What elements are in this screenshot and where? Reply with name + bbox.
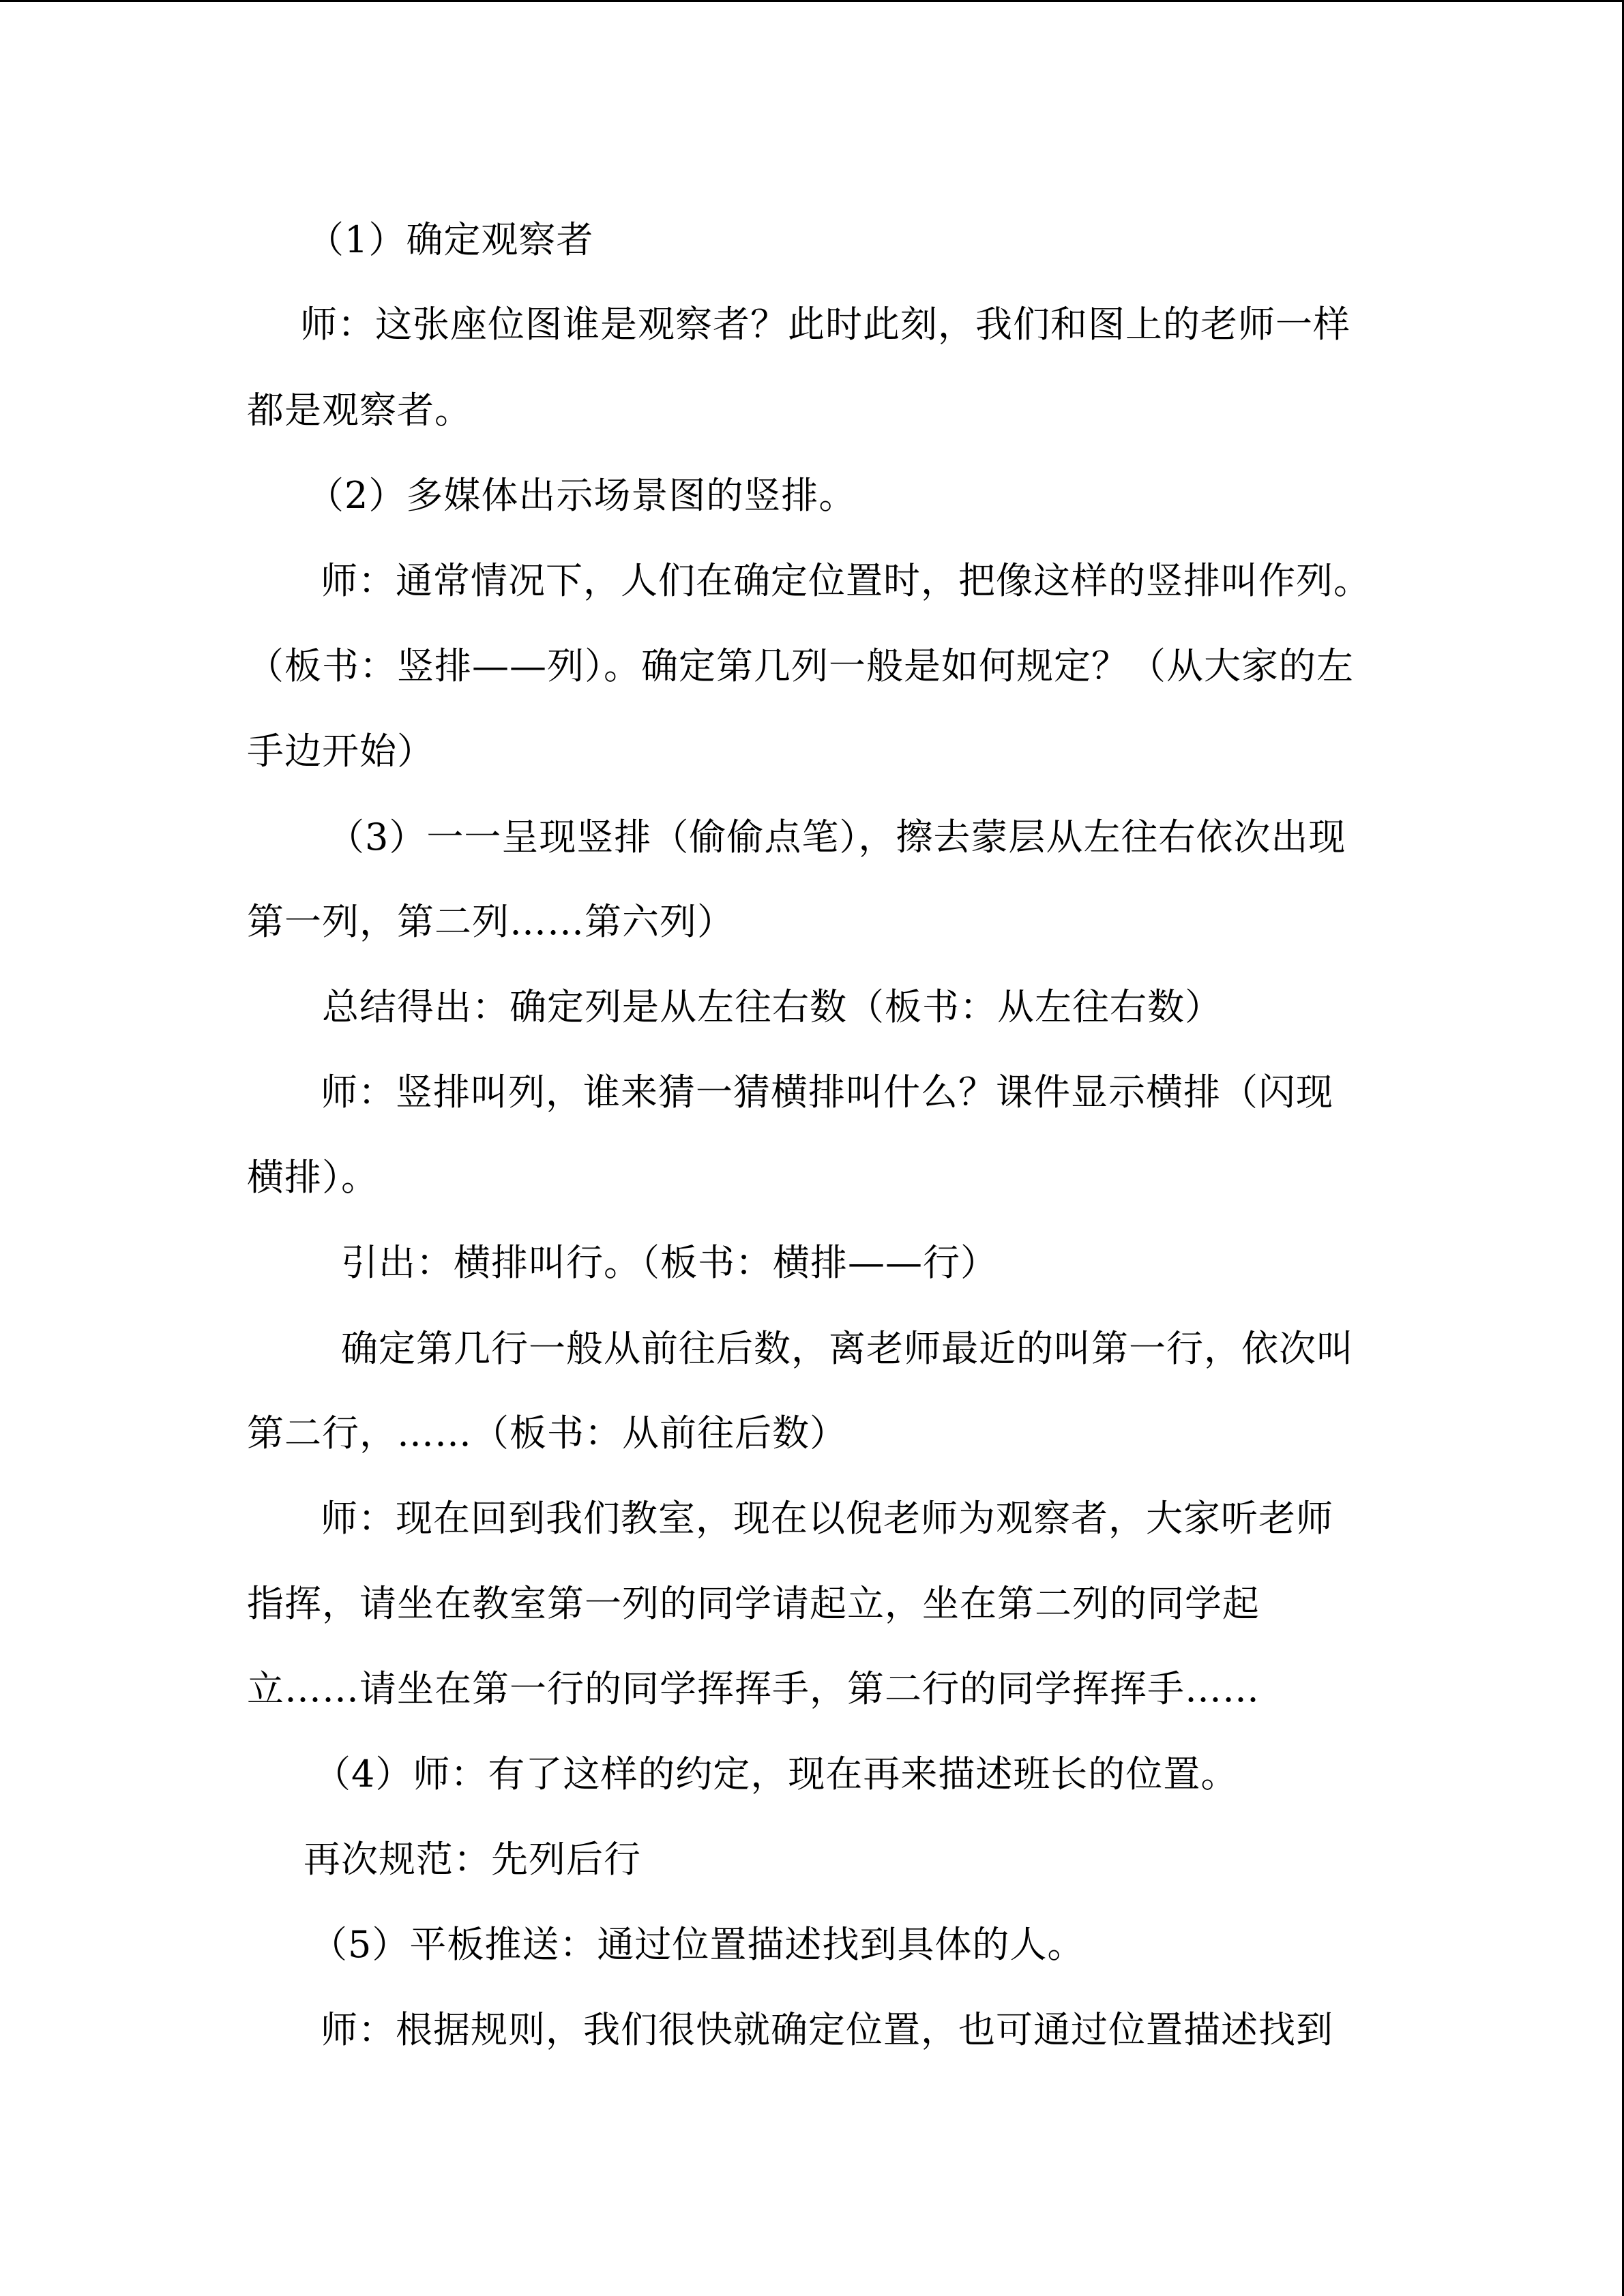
text-line: 第二行，……（板书：从前往后数） [247,1412,847,1455]
text-line: 第一列，第二列……第六列） [247,900,735,943]
text-line: 指挥，请坐在教室第一列的同学请起立，坐在第二列的同学起 [247,1582,1260,1625]
text-line: 师：竖排叫列，谁来猜一猜横排叫什么？课件显示横排（闪现 [321,1071,1333,1114]
text-line: 都是观察者。 [247,389,472,432]
text-line: （板书：竖排——列）。确定第几列一般是如何规定？（从大家的左 [247,644,1354,687]
text-line: 立……请坐在第一行的同学挥挥手，第二行的同学挥挥手…… [247,1667,1260,1710]
text-line: （1）确定观察者 [307,218,594,261]
text-line: 手边开始） [247,730,434,773]
text-line: （2）多媒体出示场景图的竖排。 [307,474,857,517]
text-line: 师：现在回到我们教室，现在以倪老师为观察者，大家听老师 [321,1497,1333,1540]
text-line: 横排）。 [247,1156,379,1199]
text-line: （5）平板推送：通过位置描述找到具体的人。 [310,1923,1085,1966]
text-line: 引出：横排叫行。（板书：横排——行） [341,1241,998,1284]
text-line: 师：这张座位图谁是观察者？此时此刻，我们和图上的老师一样 [300,303,1350,346]
text-line: （3）一一呈现竖排（偷偷点笔），擦去蒙层从左往右依次出现 [327,816,1346,859]
text-line: 师：根据规则，我们很快就确定位置，也可通过位置描述找到 [321,2008,1333,2051]
text-line: 师：通常情况下，人们在确定位置时，把像这样的竖排叫作列。 [321,559,1371,602]
text-line: 确定第几行一般从前往后数，离老师最近的叫第一行，依次叫 [341,1327,1354,1370]
text-line: 总结得出：确定列是从左往右数（板书：从左往右数） [322,985,1222,1028]
text-line: 再次规范：先列后行 [304,1838,641,1881]
page-top-border [0,0,1624,2]
text-line: （4）师：有了这样的约定，现在再来描述班长的位置。 [314,1753,1239,1795]
